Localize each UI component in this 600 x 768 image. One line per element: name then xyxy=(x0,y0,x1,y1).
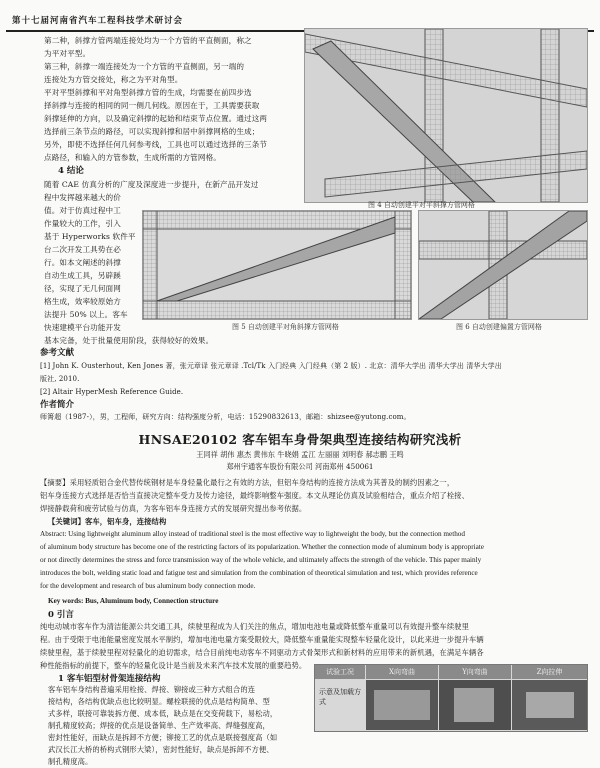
table-row-label: 示意及加载方式 xyxy=(319,688,361,706)
section-heading-intro: 0 引言 xyxy=(48,610,74,620)
journal-header: 第十七届河南省汽车工程科技学术研讨会 xyxy=(12,16,184,26)
keywords-english: Key words: Bus, Aluminum body, Connection structure xyxy=(48,597,219,605)
references-list xyxy=(40,360,502,399)
text-line: [2] Altair HyperMesh Reference Guide. xyxy=(40,388,184,396)
text-line: 第二种，斜撑方管两端连接处均为一个方管的平直侧面，称之 xyxy=(44,36,252,45)
table-header-cell: Y向弯曲 xyxy=(439,665,511,679)
body-paragraph-top xyxy=(44,34,267,164)
figure-4-caption: 图 4 自动创建平对平斜撑方管网格 xyxy=(368,201,475,209)
text-line: for the development and research of bus aluminum body connection mode. xyxy=(40,582,256,590)
text-line: 种性能指标的前提下，整车的轻量化设计是当前及未来汽车技术发展的重要趋势。 xyxy=(40,661,307,670)
text-line: 连接处为方管交接处，称之为平对角型。 xyxy=(44,75,183,84)
keywords-chinese: 【关键词】客车，铝车身，连接结构 xyxy=(48,517,167,526)
text-line: 式多样，联接可靠装拆方便、成本低，缺点是在交变荷载下，易松动， xyxy=(48,709,278,718)
text-line: 第三种，斜撑一端连接处为一个方管的平直侧面，另一端的 xyxy=(44,62,245,71)
text-line: 台二次开发工具势在必 xyxy=(44,245,121,254)
abstract-english xyxy=(40,528,484,593)
section-1-paragraph xyxy=(48,684,277,768)
text-line: or not directly determines the stress and force transmission way of the whole vehicle, and ultimately affects the strength of the vehicle. This paper mainly xyxy=(40,556,482,564)
text-line: 客车铝车身结构普遍采用栓接、焊接、铆接或三种方式组合的连 xyxy=(48,685,256,694)
text-line: 接结构，各结构优缺点也比较明显。螺栓联接的优点是结构简单、型 xyxy=(48,697,270,706)
fig5-mesh-drawing xyxy=(143,211,411,319)
text-line: 自动生成工具，另辟蹊 xyxy=(44,271,121,280)
text-line: [1] John K. Ousterhout, Ken Jones 著，张元章译 张元章译 .Tcl/Tk 入门经典 入门经典（第 2 版）. 北京：清华大学出 清华大学出 清华大学出 xyxy=(40,362,502,370)
abstract-chinese xyxy=(40,476,469,515)
text-line: 焊接静载荷和疲劳试验与仿真，为客车铝车身连接方式的发展研究提出参考依据。 xyxy=(40,504,307,513)
table-test-images xyxy=(366,680,587,730)
text-line: 点路径，和输入的方管参数，生成所需的方管网格。 xyxy=(44,153,221,162)
figure-5-caption: 图 5 自动创建平对角斜撑方管网格 xyxy=(232,323,339,331)
section-heading-references: 参考文献 xyxy=(40,348,75,358)
section-heading-1: 1 客车铝型材骨架连接结构 xyxy=(58,674,161,684)
text-line: 另外，即使不选择任何几何参考线，工具也可以通过选择的三条节 xyxy=(44,140,268,149)
figure-6-mesh xyxy=(418,210,588,320)
table-header-cell: X向弯曲 xyxy=(366,665,438,679)
text-line: 行。如本文阐述的斜撑 xyxy=(44,258,121,267)
test-conditions-table xyxy=(314,664,588,732)
text-line: 版社, 2010. xyxy=(40,375,80,383)
table-header-cell: Z向拉伸 xyxy=(512,665,587,679)
text-line: Abstract: Using lightweight aluminum alloy instead of traditional steel is the most effective way to lightweight the body, but the connection method xyxy=(40,530,465,538)
fig4-mesh-drawing xyxy=(305,29,587,202)
figure-5-mesh xyxy=(142,210,412,320)
text-line: of aluminum body structure has become one of the restricting factors of its popularization. Whether the connection mode of aluminum body is appropriate xyxy=(40,543,484,551)
article-authors: 王同祥 胡伟 惠杰 黄伟东 牛晓娟 孟江 左丽丽 刘明春 郝志鹏 王鸣 xyxy=(196,450,404,459)
table-header-cell: 试验工况 xyxy=(315,665,365,679)
text-line: 选择前三条节点的路径，可以实现斜撑和居中斜撑网格的生成； xyxy=(44,127,260,136)
text-line: 武汉长江大桥的桥构式钢形大梁），密封性能好，缺点是拆卸不方便、 xyxy=(48,745,274,754)
text-line: 格生成，效率较原始方 xyxy=(44,297,121,306)
text-line: 制孔精度较高；焊接的优点是设备简单、生产效率高、焊缝强度高， xyxy=(48,721,270,730)
text-line: 平对平型斜撑和平对角型斜撑方管的生成，均需要在前四步选 xyxy=(44,88,252,97)
text-line: 制孔精度高。 xyxy=(48,757,93,766)
text-line: 程。由于受限于电池能量密度发展水平制约，增加电池电量方案受限较大，降低整车重量能实现整车轻量化设计，以此来进一步提升车辆 xyxy=(40,635,484,644)
text-line: 【摘要】采用轻质铝合金代替传统钢材是车身轻量化最行之有效的方法，但铝车身结构的连接方法成为其普及的制约因素之一， xyxy=(40,478,455,487)
section-heading-conclusion: 4 结论 xyxy=(58,166,84,176)
text-line: introduces the bolt, welding static load and fatigue test and simulation from the combination of theoretical simulation and test, which provides reference xyxy=(40,569,478,577)
text-line: 作量较大的工作，引入 xyxy=(44,219,121,228)
text-line: 程中发挥越来越大的价 xyxy=(44,193,121,202)
text-line: 值。对于仿真过程中工 xyxy=(44,206,121,215)
author-bio: 师箐超（1987-），男，工程师，研究方向：结构强度分析，电话：15290832613，邮箱：shizsee@yutong.com。 xyxy=(40,413,411,421)
text-line: 基于 Hyperworks 软件平 xyxy=(44,232,136,241)
text-line: 续驶里程，基于续驶里程对轻量化的迫切需求，结合目前纯电动客车不同驱动方式骨架形式和新材料的应用带来的新机遇，在满足车辆各 xyxy=(40,648,484,657)
text-line: 择斜撑与连接的相同的同一侧几何线。原因在于，工具需要获取 xyxy=(44,101,260,110)
text-line: 密封性能好，而缺点是拆卸不方便；铆接工艺的优点是联接强度高（如 xyxy=(48,733,278,742)
text-line: 基本完备，处于批量使用阶段，获得较好的效果。 xyxy=(44,336,214,345)
figure-6-caption: 图 6 自动创建偏置方管网格 xyxy=(456,323,542,331)
text-line: 纯电动城市客车作为清洁能源公共交通工具，续驶里程成为人们关注的焦点，增加电池电量或降低整车重量可以有效提升整车续驶里 xyxy=(40,622,470,631)
article-title: HNSAE20102 客车铝车身骨架典型连接结构研究浅析 xyxy=(138,432,462,447)
text-line: 快速建模平台功能开发 xyxy=(44,323,121,332)
article-affiliation: 郑州宇通客车股份有限公司 河南郑州 450061 xyxy=(226,462,374,471)
text-line: 法提升 50% 以上。客车 xyxy=(44,310,128,319)
fig6-mesh-drawing xyxy=(419,211,587,319)
section-heading-author-bio: 作者简介 xyxy=(40,400,75,410)
text-line: 铝车身连接方式选择是否恰当直接决定整车受力及传力途径，最终影响整车强度。本文从理论仿真及试验相结合，重点介绍了栓接、 xyxy=(40,491,470,500)
text-line: 径，实现了无几何面网 xyxy=(44,284,121,293)
text-line: 随着 CAE 仿真分析的广度及深度进一步提升，在新产品开发过 xyxy=(44,180,259,189)
text-line: 斜撑延伸的方向，以及确定斜撑的起始和结束节点位置。通过这两 xyxy=(44,114,268,123)
text-line: 为平对平型。 xyxy=(44,49,91,58)
figure-4-mesh xyxy=(304,28,588,203)
